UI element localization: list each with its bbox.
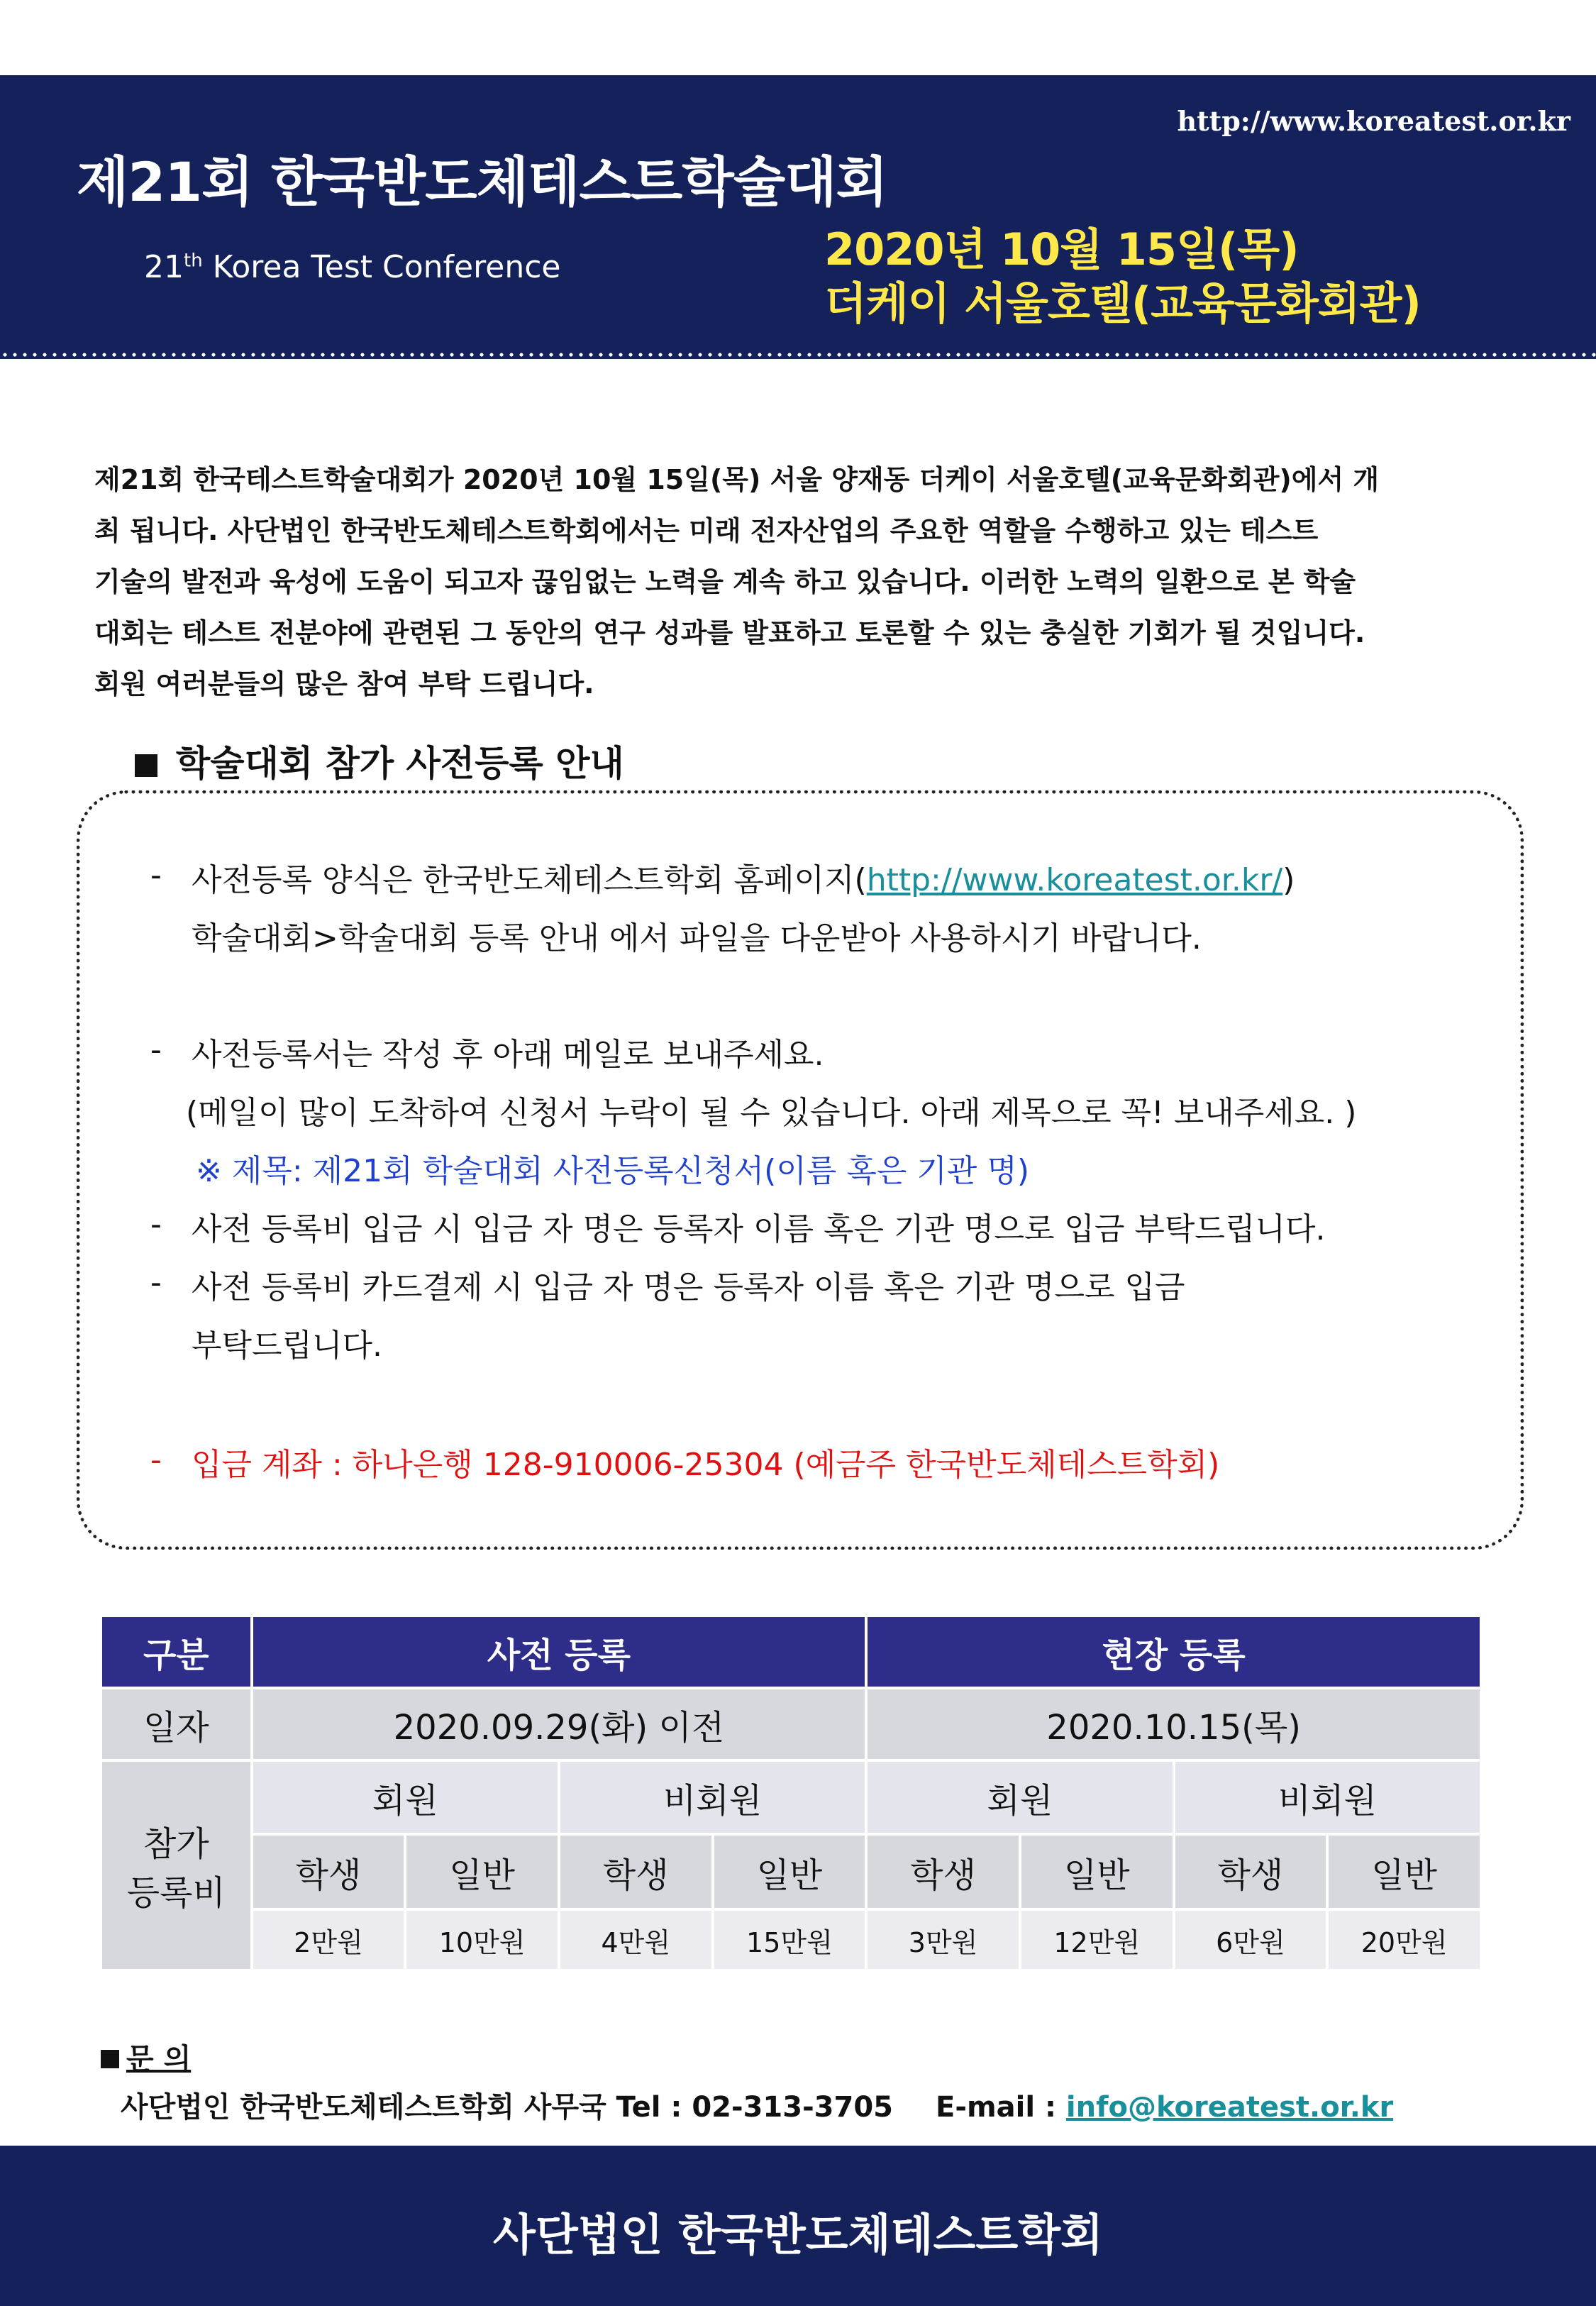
bullet-dash: - [150,1032,162,1068]
type-general: 일반 [406,1836,558,1908]
square-bullet-icon [135,754,157,777]
table-row-type [102,1836,1480,1908]
registration-heading [135,735,624,786]
subtitle-text: Korea Test Conference [202,249,561,285]
contact-office: 사단법인 한국반도체테스트학회 사무국 Tel : 02-313-3705 [121,2091,894,2124]
onsite-registration-date: 2020.10.15(목) [868,1689,1480,1759]
header-pre-registration: 사전 등록 [253,1617,865,1687]
table-header-row [102,1617,1480,1687]
fee-value: 4만원 [560,1911,711,1969]
intro-line: 제21회 한국테스트학술대회가 2020년 10월 15일(목) 서울 양재동 더케이 서울호텔(교육문화회관)에서 개 [94,464,1380,495]
type-student: 학생 [868,1836,1019,1908]
pre-registration-date: 2020.09.29(화) 이전 [253,1689,865,1759]
notice-item-form [192,854,1295,900]
type-student: 학생 [253,1836,404,1908]
table-row-date [102,1689,1480,1759]
type-general: 일반 [714,1836,865,1908]
notice-item-form-detail: 학술대회>학술대회 등록 안내 에서 파일을 다운받아 사용하시기 바랍니다. [192,920,1202,956]
homepage-link[interactable]: http://www.koreatest.or.kr/ [866,862,1283,898]
fee-value: 2만원 [253,1911,404,1969]
type-student: 학생 [1175,1836,1326,1908]
header-dotted-divider [0,352,1596,358]
notice-item-email: 사전등록서는 작성 후 아래 메일로 보내주세요. [192,1037,824,1073]
notice-item-card: 사전 등록비 카드결제 시 입금 자 명은 등록자 이름 혹은 기관 명으로 입금 [192,1269,1185,1306]
conference-subtitle [144,249,560,285]
notice-item-card-line2: 부탁드립니다. [192,1328,383,1364]
fee-label [102,1762,250,1969]
contact-heading-text: 문 의 [126,2043,192,2075]
subtitle-ordinal: th [184,250,203,272]
type-general: 일반 [1329,1836,1480,1908]
site-url[interactable]: http://www.koreatest.or.kr [1177,105,1570,137]
fee-value: 15만원 [714,1911,865,1969]
bullet-dash: - [150,1442,162,1478]
email-link[interactable]: info@koreatest.or.kr [1065,2091,1394,2124]
intro-line: 기술의 발전과 육성에 도움이 되고자 끊임없는 노력을 계속 하고 있습니다. 이러한 노력의 일환으로 본 학술 [94,566,1356,597]
date-label: 일자 [102,1689,250,1759]
footer-organization: 사단법인 한국반도체테스트학회 [492,2209,1104,2261]
fee-table [99,1614,1483,1972]
fee-label-line: 등록비 [126,1873,226,1913]
fee-label-line: 참가 [143,1824,209,1864]
bullet-dash: - [150,857,162,893]
bullet-dash: - [150,1206,162,1242]
header-category: 구분 [102,1617,250,1687]
fee-value: 20만원 [1329,1911,1480,1969]
type-general: 일반 [1021,1836,1173,1908]
intro-line: 회원 여러분들의 많은 참여 부탁 드립니다. [94,668,594,700]
registration-heading-text: 학술대회 참가 사전등록 안내 [176,743,624,784]
intro-line: 최 됩니다. 사단법인 한국반도체테스트학회에서는 미래 전자산업의 주요한 역할을 수행하고 있는 테스트 [94,515,1319,546]
onsite-nonmember: 비회원 [1175,1762,1480,1833]
notice-email-subject: ※ 제목: 제21회 학술대회 사전등록신청서(이름 혹은 기관 명) [196,1153,1030,1189]
fee-value: 10만원 [406,1911,558,1969]
email-label: E-mail : [936,2091,1066,2124]
header-onsite-registration: 현장 등록 [868,1617,1480,1687]
pre-member: 회원 [253,1762,558,1833]
contact-heading [101,2036,191,2077]
notice-item-transfer: 사전 등록비 입금 시 입금 자 명은 등록자 이름 혹은 기관 명으로 입금 부탁드립니다. [192,1211,1326,1247]
pre-nonmember: 비회원 [560,1762,865,1833]
contact-line [121,2085,1393,2125]
square-bullet-icon [101,2050,119,2068]
type-student: 학생 [560,1836,711,1908]
onsite-member: 회원 [868,1762,1172,1833]
fee-value: 6만원 [1175,1911,1326,1969]
notice-email-note: (메일이 많이 도착하여 신청서 누락이 될 수 있습니다. 아래 제목으로 꼭! 보내주세요. ) [186,1095,1357,1131]
intro-line: 대회는 테스트 전분야에 관련된 그 동안의 연구 성과를 발표하고 토론할 수 있는 충실한 기회가 될 것입니다. [94,617,1365,649]
bullet-dash: - [150,1264,162,1301]
notice-text: 사전등록 양식은 한국반도체테스트학회 홈페이지( [192,862,867,898]
fee-value: 12만원 [1021,1911,1173,1969]
bank-account: 입금 계좌 : 하나은행 128-910006-25304 (예금주 한국반도체테스트학회) [192,1447,1220,1483]
conference-title: 제21회 한국반도체테스트학술대회 [77,150,888,214]
intro-paragraph [94,454,1513,710]
conference-venue: 더케이 서울호텔(교육문화회관) [824,277,1421,329]
table-row-membership [102,1762,1480,1833]
notice-text: ) [1282,862,1295,898]
table-row-fees [102,1911,1480,1969]
fee-value: 3만원 [868,1911,1019,1969]
subtitle-number: 21 [144,249,184,285]
conference-date: 2020년 10월 15일(목) [824,224,1299,275]
